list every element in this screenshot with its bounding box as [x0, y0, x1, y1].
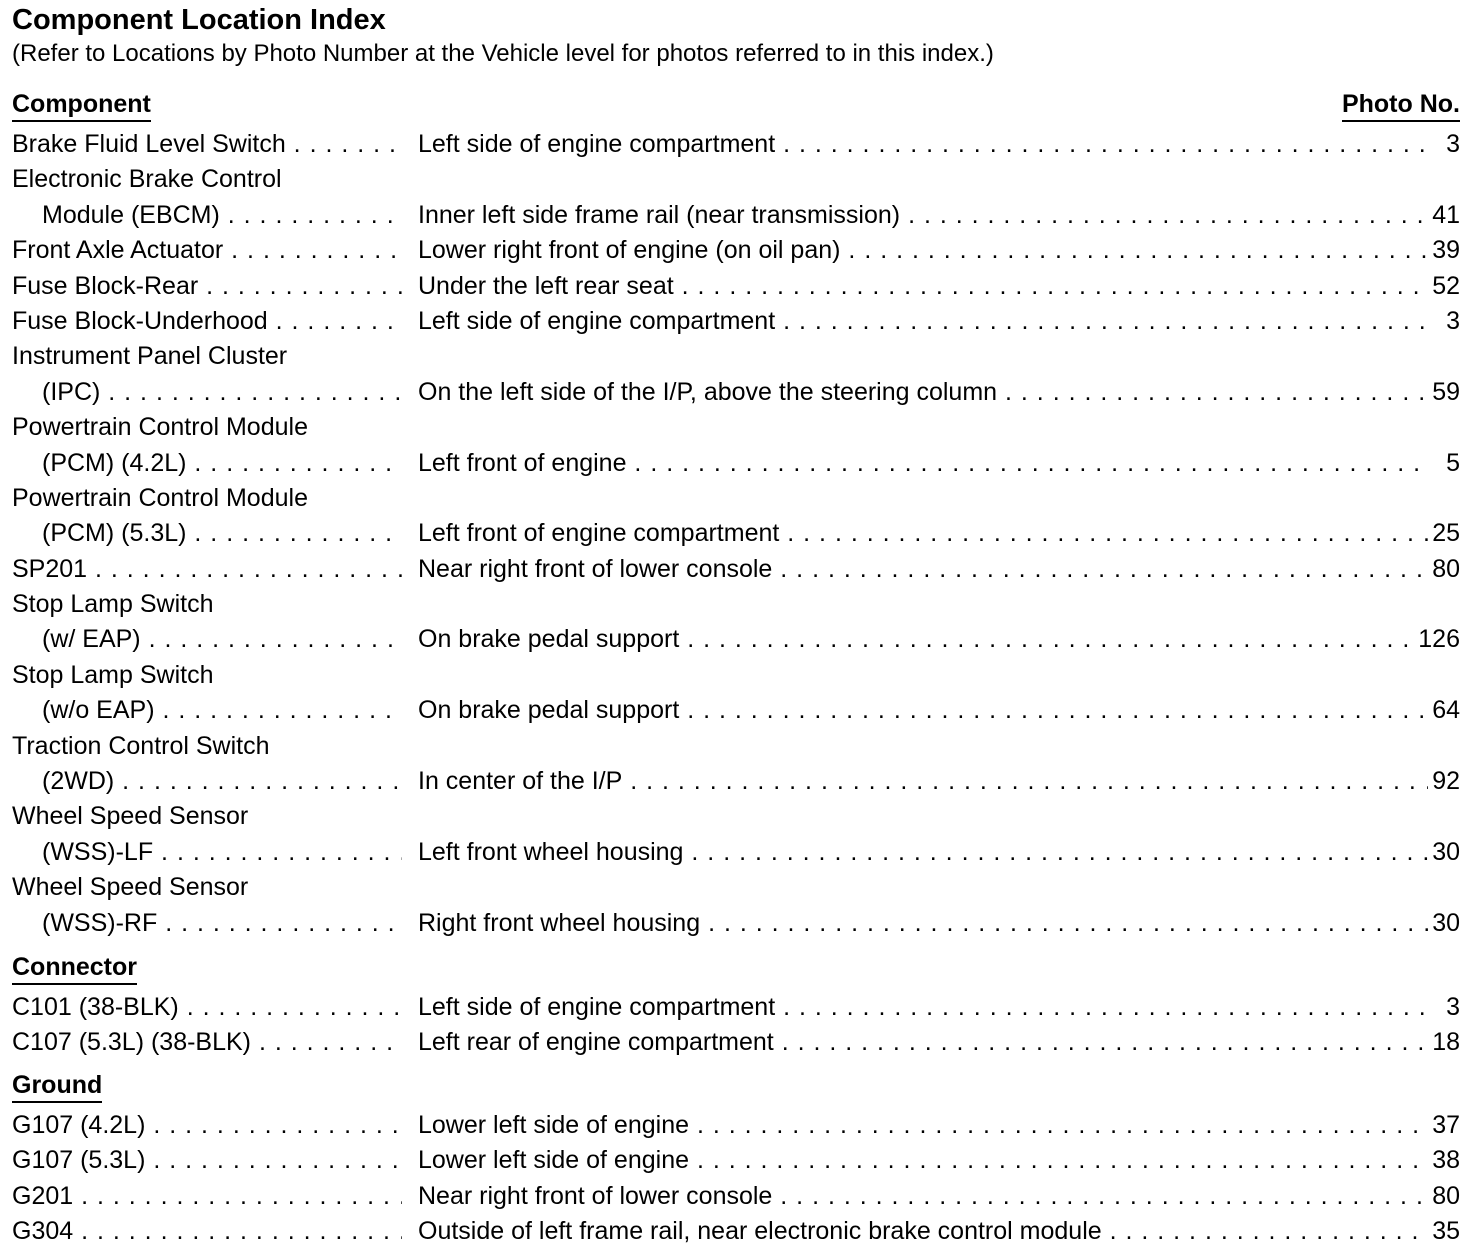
- ground-row-location: Outside of left frame rail, near electronic brake control module . . .: [418, 1214, 1428, 1249]
- component-name-row: [12, 729, 1460, 764]
- photo-number: 38: [1428, 1143, 1460, 1178]
- photo-number: 3: [1442, 127, 1460, 162]
- component-name-continued: (2WD) . . .: [42, 764, 402, 799]
- photo-number: 126: [1414, 622, 1460, 657]
- photo-number: 52: [1428, 269, 1460, 304]
- page-title: Component Location Index: [12, 4, 386, 36]
- component-name-continued: (WSS)-LF . . .: [42, 835, 402, 870]
- component-row: [12, 269, 1460, 304]
- component-row: [12, 622, 1460, 657]
- photo-number: 92: [1428, 764, 1460, 799]
- photo-number: 35: [1428, 1214, 1460, 1249]
- connector-row: [12, 1025, 1460, 1060]
- component-location: On the left side of the I/P, above the steering column . . .: [418, 375, 1428, 410]
- photo-number: 37: [1428, 1108, 1460, 1143]
- component-name: Powertrain Control Module: [12, 483, 308, 512]
- connector-row-location: Left rear of engine compartment . . .: [418, 1025, 1428, 1060]
- ground-section-header: [12, 1071, 1460, 1105]
- component-name-continued: (WSS)-RF . . .: [42, 906, 402, 941]
- component-name-row: [12, 587, 1460, 622]
- connector-row: [12, 990, 1460, 1025]
- component-row: [12, 552, 1460, 587]
- ground-row: [12, 1108, 1460, 1143]
- component-name-row: [12, 162, 1460, 197]
- component-name-continued: Module (EBCM) . . .: [42, 198, 402, 233]
- component-name: SP201 . . .: [12, 552, 402, 587]
- component-name-row: [12, 658, 1460, 693]
- connector-heading: Connector: [12, 953, 137, 985]
- photo-number: 30: [1428, 835, 1460, 870]
- component-row: [12, 446, 1460, 481]
- component-location: On brake pedal support . . .: [418, 622, 1428, 657]
- ground-row: [12, 1179, 1460, 1214]
- component-name: Electronic Brake Control: [12, 165, 282, 194]
- component-row: [12, 764, 1460, 799]
- component-row: [12, 835, 1460, 870]
- component-name: Fuse Block-Underhood . . .: [12, 304, 402, 339]
- ground-heading: Ground: [12, 1071, 102, 1103]
- ground-row-name: G107 (4.2L) . . .: [12, 1108, 402, 1143]
- ground-row-name: G107 (5.3L) . . .: [12, 1143, 402, 1178]
- photo-no-heading: Photo No.: [1342, 90, 1460, 122]
- page-subtitle: (Refer to Locations by Photo Number at the Vehicle level for photos referred to in this index.): [12, 40, 994, 67]
- photo-number: 25: [1428, 516, 1460, 551]
- component-name-row: [12, 410, 1460, 445]
- photo-number: 18: [1428, 1025, 1460, 1060]
- photo-number: 64: [1428, 693, 1460, 728]
- connector-section-header: [12, 953, 1460, 987]
- ground-row-location: Near right front of lower console . . .: [418, 1179, 1428, 1214]
- component-row: [12, 127, 1460, 162]
- photo-number: 3: [1442, 990, 1460, 1025]
- photo-number: 5: [1442, 446, 1460, 481]
- photo-number: 59: [1428, 375, 1460, 410]
- component-name: Brake Fluid Level Switch . . .: [12, 127, 402, 162]
- component-location: Inner left side frame rail (near transmission) . . .: [418, 198, 1428, 233]
- component-location: Left side of engine compartment . . .: [418, 304, 1428, 339]
- component-location: Left front wheel housing . . .: [418, 835, 1428, 870]
- component-name-continued: (w/ EAP) . . .: [42, 622, 402, 657]
- photo-number: 3: [1442, 304, 1460, 339]
- component-location: Lower right front of engine (on oil pan) . . .: [418, 233, 1428, 268]
- connector-row-name: C107 (5.3L) (38-BLK) . . .: [12, 1025, 402, 1060]
- component-row: [12, 906, 1460, 941]
- component-row: [12, 198, 1460, 233]
- component-location: Under the left rear seat . . .: [418, 269, 1428, 304]
- component-name-continued: (IPC) . . .: [42, 375, 402, 410]
- component-row: [12, 233, 1460, 268]
- component-name: Stop Lamp Switch: [12, 590, 214, 619]
- component-name-row: [12, 870, 1460, 905]
- component-location: Right front wheel housing . . .: [418, 906, 1428, 941]
- component-name: Fuse Block-Rear . . .: [12, 269, 402, 304]
- connector-list: [12, 990, 1460, 1061]
- photo-number: 30: [1428, 906, 1460, 941]
- ground-list: [12, 1108, 1460, 1250]
- component-name-continued: (w/o EAP) . . .: [42, 693, 402, 728]
- photo-number: 80: [1428, 552, 1460, 587]
- component-location: Left front of engine compartment . . .: [418, 516, 1428, 551]
- component-location: On brake pedal support . . .: [418, 693, 1428, 728]
- component-location: In center of the I/P . . .: [418, 764, 1428, 799]
- connector-row-location: Left side of engine compartment . . .: [418, 990, 1428, 1025]
- component-name-row: [12, 799, 1460, 834]
- ground-row: [12, 1214, 1460, 1249]
- component-name: Powertrain Control Module: [12, 413, 308, 442]
- ground-row-location: Lower left side of engine . . .: [418, 1108, 1428, 1143]
- component-name: Traction Control Switch: [12, 731, 270, 760]
- component-name: Stop Lamp Switch: [12, 660, 214, 689]
- component-row: [12, 304, 1460, 339]
- component-name: Wheel Speed Sensor: [12, 873, 249, 902]
- component-name-continued: (PCM) (5.3L) . . .: [42, 516, 402, 551]
- component-location: Near right front of lower console . . .: [418, 552, 1428, 587]
- component-location: Left side of engine compartment . . .: [418, 127, 1428, 162]
- component-name-row: [12, 339, 1460, 374]
- component-list: [12, 127, 1460, 941]
- component-name: Wheel Speed Sensor: [12, 802, 249, 831]
- photo-number: 41: [1428, 198, 1460, 233]
- photo-number: 80: [1428, 1179, 1460, 1214]
- component-name: Instrument Panel Cluster: [12, 342, 288, 371]
- ground-row-location: Lower left side of engine . . .: [418, 1143, 1428, 1178]
- ground-row-name: G304 . . .: [12, 1214, 402, 1249]
- component-row: [12, 693, 1460, 728]
- component-column-header: [12, 90, 1460, 124]
- component-heading: Component: [12, 90, 151, 122]
- component-location: Left front of engine . . .: [418, 446, 1428, 481]
- connector-row-name: C101 (38-BLK) . . .: [12, 990, 402, 1025]
- component-name-row: [12, 481, 1460, 516]
- component-name: Front Axle Actuator . . .: [12, 233, 402, 268]
- ground-row-name: G201 . . .: [12, 1179, 402, 1214]
- photo-number: 39: [1428, 233, 1460, 268]
- component-row: [12, 375, 1460, 410]
- component-name-continued: (PCM) (4.2L) . . .: [42, 446, 402, 481]
- component-row: [12, 516, 1460, 551]
- ground-row: [12, 1143, 1460, 1178]
